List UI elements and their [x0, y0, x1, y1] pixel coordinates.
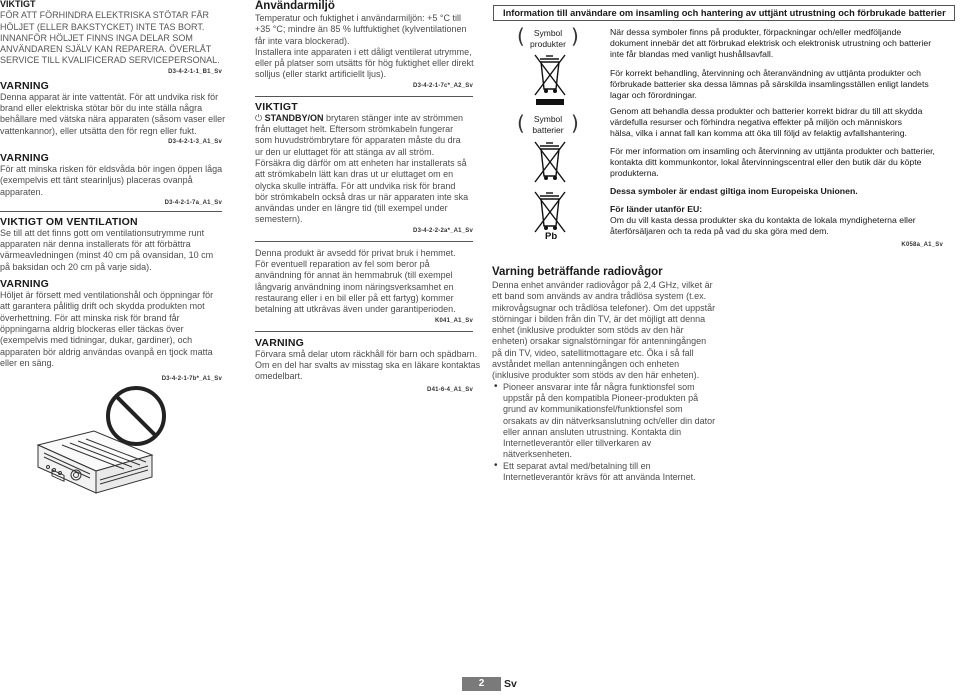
environment-heading: Användarmiljö [255, 0, 335, 12]
text-line: semestern). [255, 214, 303, 225]
text-line: ur den ur eluttaget för att stänga av all ström. [255, 146, 435, 157]
text-line: ANVÄNDAREN SJÄLV KAN REPARERA. ÖVERLÅT [0, 44, 212, 55]
text-line: eller på platser som utsätts för hög fuktighet eller direkt [255, 58, 474, 69]
text-line: restaurang eller i en bil eller på ett fartyg) kommer [255, 292, 454, 303]
divider [255, 241, 473, 242]
warning-heading: VARNING [0, 278, 50, 291]
text-line: För att minska risken för eldsvåda bör ingen öppen låga [0, 163, 223, 174]
text-line: (exempelvis ett tänt stearinljus) placeras ovanpå [0, 175, 193, 186]
text-line: Internetleverantör eller tillverkaren av [503, 438, 652, 449]
text-line: För mer information om insamling och återvinning av uttjänta produkter och batterier, [610, 146, 935, 157]
text-line: Försäkra dig därför om att enheten har installerats så [255, 157, 467, 168]
symbol-products-label: Symbol produkter [530, 28, 566, 49]
text-line: eller en säng. [0, 357, 55, 368]
text-line: enhet (inklusive produkter som stöds av den här [492, 325, 684, 336]
paren-right: ) [571, 111, 579, 135]
text-line: Om en del har svalts av misstag ska en läkare kontaktas [255, 359, 481, 370]
text-line: SERVICE TILL KVALIFICERAD SERVICEPERSONAL. [0, 55, 220, 66]
text-line: Denna enhet använder radiovågor på 2,4 GHz, vilket är [492, 280, 713, 290]
text-line: långvarig användning inom näringsverksamhet en [255, 281, 454, 292]
text-line: Förvara små delar utom räckhåll för barn och spädbarn. [255, 348, 478, 359]
eu-only-note: Dessa symboler är endast giltiga inom Europeiska Unionen. [610, 185, 858, 196]
doc-code: D3-4-2-1-7c*_A2_Sv [413, 82, 473, 89]
column-environment [255, 0, 481, 398]
radio-warning-text [492, 280, 732, 382]
doc-code: D3-4-2-2-2a*_A1_Sv [413, 227, 473, 234]
text-line: INNANFÖR HÖLJET FINNS INGA DELAR SOM [0, 32, 193, 43]
important-heading: VIKTIGT [255, 100, 298, 113]
warning-water-text [0, 91, 226, 137]
text-line: vattenkannor), eller utsätta den för regn eller fukt. [0, 125, 197, 136]
text-line: förbrukade batterier ska dessa lämnas på särskilda insamlingsställen enligt landets [610, 78, 929, 89]
radio-bullet-1-text [492, 382, 732, 461]
radio-warning-heading: Varning beträffande radiovågor [492, 266, 663, 278]
text-line: (exempelvis med tidningar, dukar, gardiner), och [0, 335, 193, 346]
page-number: 2 [462, 677, 501, 691]
text-line: apparaten bör aldrig användas ovanpå en tjock matta [0, 346, 213, 357]
recycling-title-bar [493, 5, 955, 21]
text-line: att garantera pålitlig drift och skydda produkten mot [0, 301, 205, 312]
text-line: nätverksenheten. [503, 449, 573, 460]
recycling-title: Information till användare om insamling och hantering av uttjänt utrustning och förbrukade batterier [503, 8, 946, 18]
text-line: betalning att utkrävas även under garantiperioden. [255, 304, 456, 315]
recycling-paragraph-4 [610, 146, 955, 179]
standby-power-icon: ⏻ [255, 112, 263, 123]
text-line: För eventuell reparation av fel som beror på [255, 259, 430, 270]
important-intro [0, 0, 222, 67]
warning-heading: VARNING [255, 336, 305, 349]
text-line: +35 °C; mindre än 85 % luftfuktighet (kylventilationen [255, 24, 467, 35]
text-line: överhettning. För att minska risk för brand får [0, 312, 180, 323]
standby-line [255, 113, 473, 124]
text-line: ett band som används av andra trådlösa system (t.ex. [492, 291, 707, 302]
recycling-info-box [493, 0, 959, 258]
recycling-text-block [610, 27, 955, 237]
doc-code: D41-6-4_A1_Sv [427, 387, 473, 394]
standby-text [255, 124, 473, 226]
text-line: att strömkabeln lätt kan dras ut ur eluttaget om en [255, 169, 454, 180]
text-line: apparaten. [0, 186, 44, 197]
text-line: (inklusive produkter som stöds av den här enheten). [492, 370, 700, 381]
environment-text [255, 13, 473, 81]
text-line: användas under en längre tid (till exempel under [255, 203, 448, 214]
text-line: dokument innebär det att förbrukad elektrisk och elektronisk utrustning och batterier [610, 37, 932, 48]
text-line: inte får blandas med vanligt hushållsavfall. [610, 48, 774, 59]
text-line: enheten) orsakar signalstörningar för antenningången [492, 336, 707, 347]
receiver-icon [38, 431, 152, 493]
weee-bin-icon [533, 53, 567, 107]
text-line: bör strömkabeln också dras ur när apparaten inte ska [255, 191, 469, 202]
pb-label: Pb [545, 231, 558, 242]
text-line: återförsäljaren och ta reda på vad du ska göra med dem. [610, 225, 829, 236]
paren-right: ) [571, 24, 579, 48]
text-line: Se till att det finns gott om ventilationsutrymme runt [0, 227, 205, 238]
text-line: HÖLJET (ELLER BAKSTYCKET) INTE TAS BORT. [0, 21, 205, 32]
text-line: omedelbart. [255, 371, 303, 382]
warning-vent-text [0, 290, 222, 369]
text-line: Ett separat avtal med/betalning till en [503, 460, 651, 471]
text-line: mikrovågsugnar och trådlösa telefoner). Om det uppstår [492, 302, 716, 313]
text-line: Genom att behandla dessa produkter och batterier korrekt bidrar du till att skydda [610, 106, 923, 117]
text-line: värmeavledningen (minst 40 cm på ovansidan, 10 cm [0, 250, 214, 261]
divider [0, 211, 222, 212]
text-line: öppningarna aldrig blockeras eller täckas över [0, 323, 184, 334]
ventilation-heading: VIKTIGT OM VENTILATION [0, 215, 138, 228]
text-line: Internetleverantör krävs för att använda Internet. [503, 472, 696, 483]
text-line: Denna apparat är inte vattentät. För att undvika risk för [0, 91, 219, 102]
text-line: orsakats av din nätverksanslutning och/eller din dator [503, 415, 716, 426]
text-line: på baksidan och 20 cm på varje sida). [0, 261, 152, 272]
text-line: produkterna. [610, 167, 659, 178]
ventilation-text [0, 228, 222, 273]
battery-bin-pb-icon [533, 190, 567, 234]
doc-code: D3-4-2-1-3_A1_Sv [168, 138, 222, 145]
outside-eu-heading: För länder utanför EU: [610, 203, 703, 214]
text-line: Installera inte apparaten i ett dåligt ventilerat utrymme, [255, 46, 472, 57]
text-line: apparaten när denna installerats för att förbättra [0, 239, 191, 250]
warning-heading: VARNING [0, 151, 50, 164]
radio-bullet-2: • Ett separat avtal med/betalning till en Internetleverantör krävs för att använda Internet. [492, 461, 732, 484]
text-line: får inte vara blockerad). [255, 35, 350, 46]
text-line: från eluttaget helt. Eftersom strömkabeln fungerar [255, 124, 454, 135]
text-line: kontakta ditt kommunkontor, lokal återvinningscentral eller den butik där du köpte [610, 157, 922, 168]
text-line: FÖR ATT FÖRHINDRA ELEKTRISKA STÖTAR FÅR [0, 10, 210, 21]
text-line: avståndet mellan antenningången och enheten [492, 359, 680, 370]
column-safety [0, 0, 226, 387]
receiver-no-placement-illustration [32, 383, 182, 498]
text-line: störningar i bilden från din TV, är det möjligt att denna [492, 313, 706, 324]
doc-code: D3-4-2-1-1_B1_Sv [168, 68, 222, 75]
text-line: solljus (eller starkt artificiellt ljus). [255, 69, 387, 80]
paren-left: ( [517, 111, 525, 135]
text-line: När dessa symboler finns på produkter, förpackningar och/eller medföljande [610, 27, 902, 37]
text-line: uppstår på den kompatibla Pioneer-produkten på [503, 392, 699, 403]
standby-button-label: STANDBY/ON [264, 112, 324, 123]
text-line: olycka skulle inträffa. För att undvika risk för brand [255, 180, 456, 191]
language-code: Sv [504, 678, 517, 690]
warning-fire-text [0, 164, 222, 198]
small-parts-text [255, 348, 481, 383]
text-line: Om du vill kasta dessa produkter ska du kontakta de lokala myndigheterna eller [610, 214, 916, 225]
text-line: Denna produkt är avsedd för privat bruk i hemmet. [255, 247, 456, 258]
text-line: brand eller elektriska stötar bör du inte ställa några [0, 103, 203, 114]
radio-warning-section [492, 266, 732, 483]
text-line: grund av kommunikationsfel/funktionsfel som [503, 404, 683, 415]
text-line: Temperatur och fuktighet i användarmiljön: +5 °C till [255, 13, 461, 23]
text-line: lagar och förordningar. [610, 89, 697, 100]
outside-eu-text [610, 215, 955, 237]
text-line: hälsa, vilka i annat fall kan komma att öka till följd av felaktig avfallshantering. [610, 128, 907, 139]
text-line: Pioneer ansvarar inte får några funktionsfel som [503, 381, 695, 392]
private-use-text [255, 248, 473, 316]
symbol-batteries-label: Symbol batterier [532, 114, 564, 135]
text-line: som huvudströmbrytare för apparaten måste du dra [255, 135, 461, 146]
recycling-paragraph-1 [610, 27, 955, 60]
paren-left: ( [517, 24, 525, 48]
text-line: behållare med vätska nära apparaten (såsom vaser eller [0, 114, 226, 125]
standby-line-rest: brytaren stänger inte av strömmen [323, 112, 464, 123]
doc-code: D3-4-2-1-7a_A1_Sv [164, 199, 222, 206]
text-line: För korrekt behandling, återvinning och återanvändning av uttjänta produkter och [610, 67, 922, 78]
text-line: VIKTIGT [0, 0, 36, 9]
text-line: användning för annat än hemmabruk (till exempel [255, 270, 453, 281]
divider [255, 96, 473, 97]
doc-code: K041_A1_Sv [434, 317, 473, 324]
warning-heading: VARNING [0, 79, 50, 92]
recycling-paragraph-3 [610, 106, 955, 139]
divider [255, 331, 473, 332]
radio-bullet-1: • Pioneer ansvarar inte får några funktionsfel som uppstår på den kompatibla Pioneer-produkten på grund av kommunikationsfel/funktionsfel som orsakats av din nätverksanslutning och/eller din dator eller annan ansluten utrustning. Kontakta din Internetleverantör eller tillverkaren av nätverksenheten. [492, 382, 732, 461]
doc-code: K058a_A1_Sv [901, 242, 943, 248]
recycling-paragraph-2 [610, 68, 955, 101]
radio-bullet-2-text [492, 461, 732, 484]
doc-code: D3-4-2-1-7b*_A1_Sv [161, 376, 222, 383]
text-line: värdefulla resurser och förhindra negativa effekter på miljön och människors [610, 117, 902, 128]
text-line: eller annan ansluten utrustning. Kontakta din [503, 426, 682, 437]
text-line: på din TV, video, satellitmottagare etc. Öka i så fall [492, 347, 694, 358]
text-line: Höljet är försett med ventilationshål och öppningar för [0, 290, 214, 301]
battery-bin-icon [533, 140, 567, 184]
